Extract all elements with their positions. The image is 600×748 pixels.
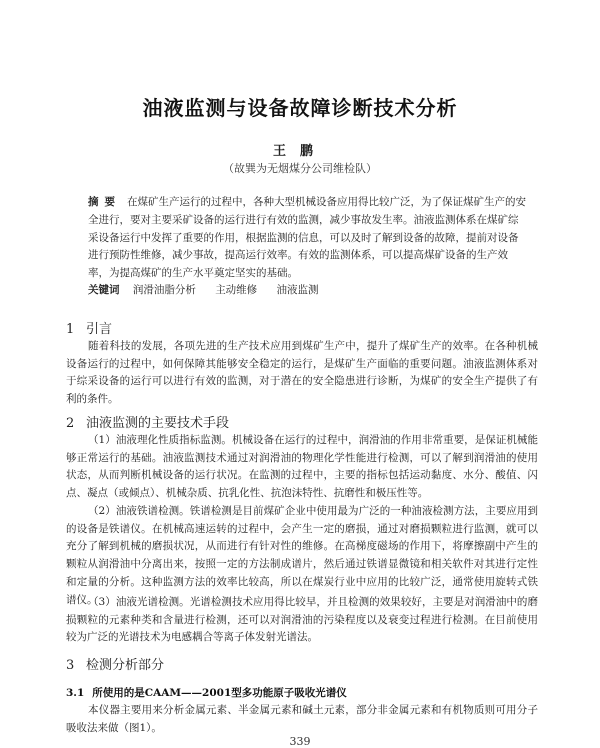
abstract-block <box>88 194 528 283</box>
keyword-item: 油液监测 <box>276 284 319 296</box>
section-title: 检测分析部分 <box>86 658 165 673</box>
body-paragraph: （3）油液光谱检测。光谱检测技术应用得比较早，并且检测的效果较好，主要是对润滑油中的磨损颗粒的元素种类和含量进行检测，还可以对润滑油的污染程度以及衰变过程进行检测。在目前使用较为广泛的光谱技术为电感耦合等离子体发射光谱法。 <box>66 596 538 644</box>
body-paragraph: （1）油液理化性质指标监测。机械设备在运行的过程中，润滑油的作用非常重要，是保证机械能够正常运行的基础。油液监测技术通过对润滑油的物理化学性能进行检测，可以了解到润滑油的使用状态，从而判断机械设备的运行状况。在监测的过程中，主要的指标包括运动黏度、水分、酸值、闪点、凝点（或倾点）、机械杂质、抗乳化性、抗泡沫特性、抗磨性和极压性等。 <box>66 434 538 500</box>
intro-paragraph: 随着科技的发展，各项先进的生产技术应用到煤矿生产中，提升了煤矿生产的效率。在各种机械设备运行的过程中，如何保障其能够安全稳定的运行，是煤矿生产面临的重要问题。油液监测体系对于综采设备的运行可以进行有效的监测，对于潜在的安全隐患进行诊断，为煤矿的安全生产提供了有利的条件。 <box>66 340 538 406</box>
section-number: 2 <box>66 416 75 431</box>
abstract-label: 摘要 <box>88 196 121 208</box>
subsection-heading <box>66 685 347 700</box>
section-number: 1 <box>66 322 75 337</box>
paper-title: 油液监测与设备故障诊断技术分析 <box>142 96 458 120</box>
section-heading-1 <box>66 318 112 337</box>
keywords-label: 关键词 <box>88 284 120 296</box>
section-heading-3 <box>66 654 164 673</box>
page-number: 339 <box>289 735 311 748</box>
section-title: 引言 <box>86 322 113 337</box>
author-affiliation: （故巽为无烟煤分公司维检队） <box>223 162 377 175</box>
section-title: 油液监测的主要技术手段 <box>86 416 230 431</box>
author-name: 王鹏 <box>272 144 327 159</box>
subsection-title: 所使用的是CAAM——2001型多功能原子吸收光谱仪 <box>92 687 347 699</box>
keywords-block <box>88 282 528 297</box>
keyword-item: 润滑油脂分析 <box>132 284 196 296</box>
body-paragraph: 本仪器主要用来分析金属元素、半金属元素和碱土元素，部分非金属元素和有机物质则可用分子吸收法来做（图1）。 <box>66 704 538 734</box>
keyword-item: 主动维修 <box>215 284 258 296</box>
section-heading-2 <box>66 412 229 431</box>
subsection-number: 3.1 <box>66 687 85 699</box>
abstract-text: 在煤矿生产运行的过程中，各种大型机械设备应用得比较广泛，为了保证煤矿生产的安全进行，要对主要采矿设备的运行进行有效的监测，减少事故发生率。油液监测体系在煤矿综采设备运行中发挥了重要的作用，根据监测的信息，可以及时了解到设备的故障，提前对设备进行预防性维修，减少事故，提高运行效率。有效的监测体系，可以提高煤矿设备的生产效率，为提高煤矿的生产水平奠定坚实的基础。 <box>88 196 526 280</box>
section-number: 3 <box>66 658 75 673</box>
body-paragraph: （2）油液铁谱检测。铁谱检测是目前煤矿企业中使用最为广泛的一种油液检测方法，主要应用到的设备是铁谱仪。在机械高速运转的过程中，会产生一定的磨损，通过对磨损颗粒进行监测，就可以充分了解到机械的磨损状况，从而进行有针对性的维修。在高梯度磁场的作用下，将摩擦副中产生的颗粒从润滑油中分离出来，按照一定的方法制成谱片，然后通过铁谱显微镜和相关软件对其进行定性和定量的分析。这种监测方法的效率比较高，所以在煤炭行业中应用的比较广泛，通常使用旋转式铁谱仪。 <box>66 505 538 606</box>
